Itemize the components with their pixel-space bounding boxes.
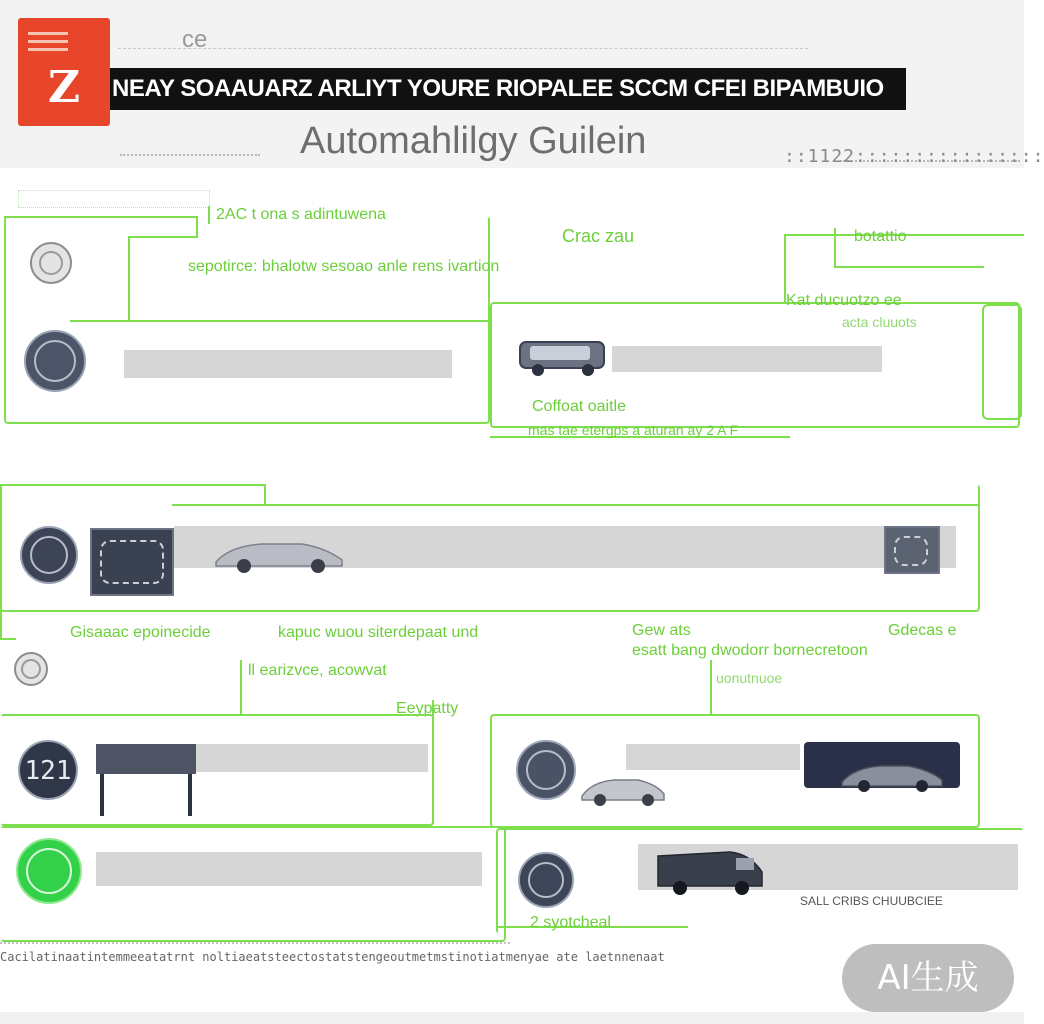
header-dashed-rule bbox=[118, 48, 808, 63]
connector-tl-2 bbox=[196, 216, 198, 238]
lower-right-tag: SALL CRIBS CHUUBCIEE bbox=[800, 894, 943, 908]
node-bottom-right-avatar bbox=[516, 740, 576, 800]
title-banner bbox=[110, 68, 906, 110]
connector-tr-3 bbox=[834, 228, 836, 268]
node-bottom-right-ring-2 bbox=[528, 862, 564, 898]
node-green-ring bbox=[26, 848, 72, 894]
wide-caption-right-1: Gew ats bbox=[632, 622, 691, 639]
wide-caption-far-right: Gdecas e bbox=[888, 622, 957, 639]
connector-tl-1 bbox=[4, 216, 198, 218]
node-left-row1-avatar bbox=[24, 330, 86, 392]
node-green-avatar bbox=[16, 838, 82, 904]
node-top-left-icon bbox=[30, 242, 72, 284]
node-mid-left-ring bbox=[21, 659, 41, 679]
connector-wide-4 bbox=[0, 484, 2, 640]
banner-title: NEAY SOAAUARZ ARLIYT YOURE RIOPALEE SCCM CFEI BIPAMBUIO bbox=[112, 75, 884, 102]
right-note-2: acta cluuots bbox=[842, 314, 917, 330]
bench-icon bbox=[94, 742, 198, 818]
tile-scribble bbox=[100, 540, 164, 584]
connector-wide-3 bbox=[172, 504, 980, 506]
node-top-left-ring bbox=[39, 251, 63, 275]
mid-caption-2: mas tae etergps a aturan ay 2 A F bbox=[528, 422, 739, 438]
bar-right-row1 bbox=[612, 346, 882, 372]
lower-footer-label: 2 syotcheal bbox=[530, 914, 611, 931]
number-badge-text: 121 bbox=[24, 756, 72, 786]
header-code: ::1122:::::::::::::::: bbox=[784, 146, 1044, 167]
car-icon-bottom-right-2 bbox=[838, 760, 946, 794]
connector-tl-4 bbox=[128, 236, 130, 322]
car-icon-top-right bbox=[516, 334, 612, 378]
connector-tl-5 bbox=[70, 320, 490, 322]
connector-wide-2 bbox=[264, 484, 266, 506]
end-tile-scribble bbox=[894, 536, 928, 566]
tiny-heading: ce bbox=[182, 26, 208, 53]
van-icon-bottom-right-2 bbox=[650, 842, 770, 900]
page-subtitle: Automahlilgy Guilein bbox=[300, 120, 647, 162]
footer-dotted-rule bbox=[0, 942, 510, 944]
branch-right-label: uonutnuoe bbox=[716, 670, 783, 686]
bar-bottom-right-1 bbox=[626, 744, 800, 770]
bar-bottom-left-2 bbox=[96, 852, 482, 886]
bar-left-row1 bbox=[124, 350, 452, 378]
connector-wide-1 bbox=[0, 484, 266, 486]
connector-tl-6 bbox=[208, 206, 210, 224]
node-number-badge bbox=[18, 740, 78, 800]
dotted-strip bbox=[18, 190, 210, 208]
mid-caption-1: Coffoat oaitle bbox=[532, 398, 626, 415]
node-wide-end-tile bbox=[884, 526, 940, 574]
dotted-rule-left bbox=[120, 154, 260, 156]
wide-caption-mid: kapuc wuou siterdepaat und bbox=[278, 624, 479, 641]
car-icon-bottom-right bbox=[578, 774, 668, 808]
right-note-1: Kat ducuotzo ee bbox=[786, 292, 902, 309]
ai-watermark-badge bbox=[842, 944, 1014, 1012]
footnote-text: Cacilatinaatintemmeeatatrnt noltiaeatsteectostatstengeoutmetmstinotiatmenyae ate laetnnenaat bbox=[0, 950, 665, 964]
connector-branch-right bbox=[710, 660, 712, 716]
watermark-text: AI生成 bbox=[877, 958, 979, 998]
node-side-right bbox=[982, 304, 1022, 420]
node-left-row1-ring bbox=[34, 340, 76, 382]
logo-glyph: Z bbox=[47, 62, 81, 113]
connector-tr-4 bbox=[834, 266, 984, 268]
connector-wide-5 bbox=[0, 638, 16, 640]
top-center-side-label: Crac zau bbox=[562, 226, 635, 246]
top-left-heading: 2AC t ona s adintuwena bbox=[216, 206, 386, 223]
node-bottom-right-avatar-2 bbox=[518, 852, 574, 908]
red-logo-icon bbox=[18, 18, 110, 126]
branch-center-label: Eeypatty bbox=[396, 700, 459, 717]
branch-left-label: ll earizvce, acowvat bbox=[248, 662, 387, 679]
top-right-box-label: botattio bbox=[854, 228, 907, 245]
wide-caption-left: Gisaaac epoinecide bbox=[70, 624, 211, 641]
node-wide-tile bbox=[90, 528, 174, 596]
logo-lines bbox=[28, 32, 68, 35]
node-wide-avatar bbox=[20, 526, 78, 584]
bottom-strip bbox=[0, 1012, 1024, 1024]
bar-bottom-left-1 bbox=[196, 744, 428, 772]
node-wide-ring bbox=[30, 536, 68, 574]
connector-branch-left bbox=[240, 660, 242, 716]
node-bottom-right-ring bbox=[526, 750, 566, 790]
wide-caption-right-2: esatt bang dwodorr bornecretoon bbox=[632, 642, 868, 659]
top-center-description: sepotirce: bhalotw sesoao anle rens ivartion bbox=[188, 258, 500, 275]
connector-tl-3 bbox=[128, 236, 198, 238]
node-mid-left-icon bbox=[14, 652, 48, 686]
car-icon-wide bbox=[210, 536, 350, 576]
